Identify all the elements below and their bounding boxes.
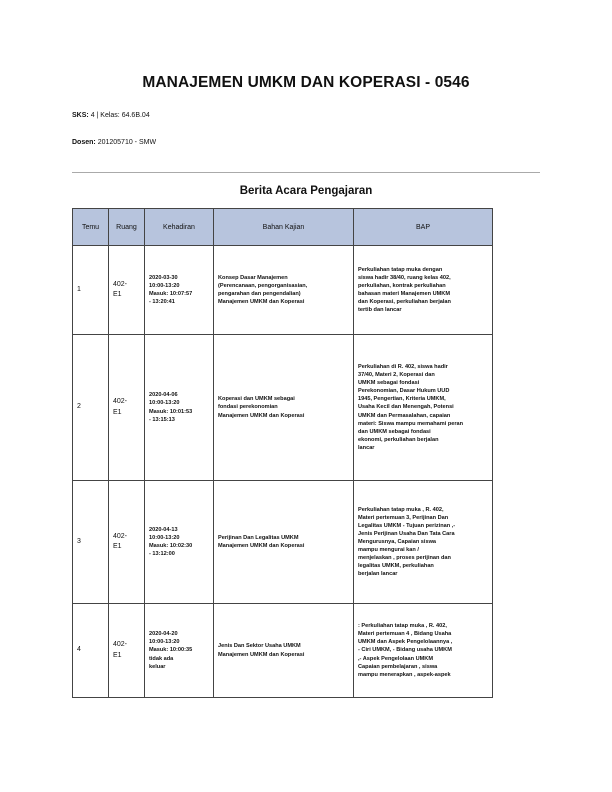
lecturer-value: 201205710 - SMW — [97, 139, 157, 146]
room-value: 402- E1 — [113, 641, 128, 659]
report-cell — [354, 335, 493, 481]
room-cell — [109, 604, 145, 698]
attendance-cell — [145, 335, 214, 481]
section-title: Berita Acara Pengajaran — [239, 185, 373, 197]
study-material-cell — [214, 604, 354, 698]
sks-label: SKS: — [72, 112, 89, 119]
column-header-ruang: Ruang — [109, 209, 145, 246]
room-value: 402- E1 — [113, 532, 128, 550]
meeting-number: 3 — [73, 481, 109, 604]
study-material-cell — [214, 335, 354, 481]
study-material-cell — [214, 481, 354, 604]
report-value: Perkuliahan tatap muka dengan siswa hadir 38/40, ruang kelas 402, perkuliahan, kontrak perkuliahan bahasan materi Manajemen UMKM dan Koperasi, perkuliahan berjalan tertib dan lancar — [358, 266, 451, 314]
divider-line — [72, 172, 540, 173]
attendance-cell — [145, 604, 214, 698]
attendance-value: 2020-04-20 10:00-13:20 Masuk: 10:00:35 tidak ada keluar — [149, 631, 193, 670]
table-row — [73, 335, 493, 481]
report-value: : Perkuliahan tatap muka , R. 402, Materi pertemuan 4 , Bidang Usaha UMKM dan Aspek Pengelolaannya , - Ciri UMKM, - Bidang usaha UMKM ,- Aspek Pengelolaan UMKM Capaian pembelajaran , siswa mampu menerapkan , aspek-aspek — [358, 623, 453, 678]
attendance-cell — [145, 481, 214, 604]
room-cell — [109, 481, 145, 604]
lecturer-label: Dosen: — [72, 139, 96, 146]
table-row — [73, 481, 493, 604]
study-material-value: Perijinan Dan Legalitas UMKM Manajemen UMKM dan Koperasi — [218, 534, 305, 549]
report-value: Perkuliahan di R. 402, siswa hadir 37/40, Materi 2, Koperasi dan UMKM sebagai fondasi Perekonomian, Dasar Hukum UUD 1945, Pengertian, Kriteria UMKM, Usaha Kecil dan Menengah, Potensi UMKM dan Permasalahan, capaian materi: Siswa mampu memahami peran dan UMKM sebagai fondasi ekonomi, perkuliahan berjalan lancar — [358, 363, 464, 451]
column-header-temu: Temu — [73, 209, 109, 246]
report-cell — [354, 481, 493, 604]
room-value: 402- E1 — [113, 398, 128, 416]
room-cell — [109, 335, 145, 481]
study-material-cell — [214, 246, 354, 335]
study-material-value: Konsep Dasar Manajemen (Perencanaan, pengorganisasian, pengarahan dan pengendalian) Manajemen UMKM dan Koperasi — [218, 274, 308, 306]
document-title: MANAJEMEN UMKM DAN KOPERASI - 0546 — [142, 74, 470, 91]
sks-class-value: 4 | Kelas: 64.6B.04 — [90, 112, 150, 119]
attendance-value: 2020-04-06 10:00-13:20 Masuk: 10:01:53 - 13:15:13 — [149, 392, 193, 423]
table-row — [73, 604, 493, 698]
column-header-bahan-kajian: Bahan Kajian — [214, 209, 354, 246]
sks-class-line — [72, 112, 150, 119]
report-cell — [354, 246, 493, 335]
meeting-number: 4 — [73, 604, 109, 698]
column-header-bap: BAP — [354, 209, 493, 246]
attendance-value: 2020-03-30 10:00-13:20 Masuk: 10:07:57 - 13:20:41 — [149, 274, 193, 306]
teaching-report-table — [72, 208, 493, 698]
room-value: 402- E1 — [113, 280, 128, 298]
report-value: Perkuliahan tatap muka , R. 402, Materi pertemuan 3, Perijinan Dan Legalitas UMKM - Tujuan perizinan ,- Jenis Perijinan Usaha Dan Tata Cara Mengurusnya, Capaian siswa mampu mengurai kan / menjelaskan , proses perijinan dan legalitas UMKM, perkuliahan berjalan lancar — [358, 506, 456, 578]
attendance-cell — [145, 246, 214, 335]
column-header-kehadiran: Kehadiran — [145, 209, 214, 246]
room-cell — [109, 246, 145, 335]
table-header-row — [73, 209, 493, 246]
report-cell — [354, 604, 493, 698]
table-row — [73, 246, 493, 335]
attendance-value: 2020-04-13 10:00-13:20 Masuk: 10:02:30 - 13:12:00 — [149, 526, 193, 558]
study-material-value: Jenis Dan Sektor Usaha UMKM Manajemen UMKM dan Koperasi — [218, 643, 305, 658]
study-material-value: Koperasi dan UMKM sebagai fondasi perekonomian Manajemen UMKM dan Koperasi — [218, 396, 305, 419]
meeting-number: 1 — [73, 246, 109, 335]
meeting-number: 2 — [73, 335, 109, 481]
lecturer-line — [72, 139, 156, 146]
